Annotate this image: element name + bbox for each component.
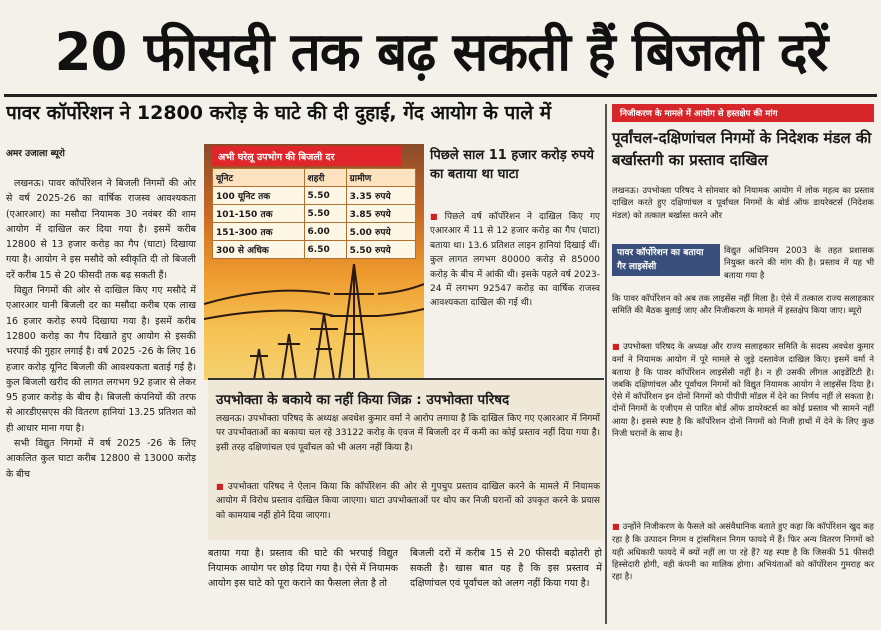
- page-headline: 20 फीसदी तक बढ़ सकती हैं बिजली दरें: [54, 21, 828, 83]
- consumer-dues-headline: उपभोक्ता के बकाये का नहीं किया जिक्र : उपभोक्ता परिषद: [216, 392, 510, 408]
- tariff-cell: 300 से अधिक: [213, 241, 305, 259]
- sub-headline: पावर कॉर्पोरेशन ने 12800 करोड़ के घाटे की दी दुहाई, गेंद आयोग के पाले में: [6, 102, 552, 124]
- board-dismissal-para-1: लखनऊ। उपभोक्ता परिषद ने सोमवार को नियामक आयोग में लोक महत्व का प्रस्ताव दाखिल करते हुए दक्षिणांचल व पूर्वांचल निगमों के बोर्ड ऑफ डायरेक्टर्स (निदेशक मंडल) को तत्काल बर्खास्त करने और: [612, 185, 874, 220]
- square-bullet-icon: ■: [430, 212, 442, 221]
- consumer-dues-bullet-text: उपभोक्ता परिषद ने ऐलान किया कि कॉर्पोरेशन की ओर से गुपचुप प्रस्ताव दाखिल करने के मामले में नियामक आयोग में विरोध प्रस्ताव दाखिल किया जाएगा। घाटा उपभोक्ताओं पर थोप कर निजी घरानों को उपकृत करने के प्रयास को कामयाब नहीं होने दिया जाएगा।: [216, 482, 600, 521]
- table-row: [213, 187, 416, 205]
- last-year-loss-headline: पिछले साल 11 हजार करोड़ रुपये का बताया था घाटा: [430, 148, 594, 182]
- tariff-col-header: ग्रामीण: [346, 169, 415, 187]
- tariff-cell: 151-300 तक: [213, 223, 305, 241]
- board-dismissal-bullet-2-text: उन्होंने निजीकरण के फैसले को असंवैधानिक बताते हुए कहा कि कॉर्पोरेशन खुद कह रहा है कि उत्पादन निगम व ट्रांसमिशन निगम फायदे में हैं। फिर अन्य वितरण निगमों को यही अधिकारी फायदे में क्यों नहीं ला पा रहे हैं? यह स्पष्ट है कि जिसकी 51 फीसदी हिस्सेदारी होगी, वही कंपनी का मालिक होगा। अभियंताओं को कॉर्पोरेशन गुमराह कर रहा है।: [612, 521, 874, 582]
- tariff-table-title: अभी घरेलू उपभोग की बिजली दर: [212, 146, 402, 166]
- tariff-table: [212, 168, 416, 259]
- main-story-para-3: सभी विद्युत निगमों में वर्ष 2025 -26 के लिए आकलित कुल घाटा करीब 12800 से 13000 करोड़ के बीच: [6, 438, 196, 480]
- tariff-cell: 6.50: [304, 241, 346, 259]
- tariff-cell: 3.85 रुपये: [346, 205, 415, 223]
- main-story-para-2: विद्युत निगमों की ओर से दाखिल किए गए मसौदे में एआरआर यानी बिजली दर का मसौदा करीब एक लाख 16 हजार करोड़ रुपये दिखाया गया है। इसमें करीब 12800 करोड़ का गैप दिखाते हुए आयोग से इसकी भरपाई की गुहार लगाई है। वर्ष 2025 -26 के लिए 16 हजार करोड़ यूनिट बिजली की आवश्यकता बताई गई है। कुल बिजली खरीद की लागत लगभग 92 हजार से लेकर 95 हजार करोड़ के बीच है। बिजली कंपनियों की तरफ से आरडीएसएस की वितरण हानियां 13.25 प्रतिशत को ही आधार माना गया है।: [6, 285, 196, 434]
- board-dismissal-bullet-2: [612, 520, 874, 582]
- board-dismissal-bullet-1-text: उपभोक्ता परिषद के अध्यक्ष और राज्य सलाहकार समिति के सदस्य अवधेश कुमार वर्मा ने नियामक आयोग में पूरे मामले से जुड़े दस्तावेज दाखिल किए। इसमें वर्मा ने बताया है कि पावर कॉर्पोरेशन लाइसेंसी नहीं है। न ही उसकी लीगल आइडेंटिटी है। जबकि दक्षिणांचल और पूर्वांचल निगमों को विद्युत नियामक आयोग ने लाइसेंस दिया है। ऐसे में कॉर्पोरेशन इन दोनों निगमों को पीपीपी मॉडल में देने का निर्णय नहीं ले सकता है। दोनों निगमों के एजीएम से पारित बोर्ड ऑफ डायरेक्टर्स का कोई प्रस्ताव भी सामने नहीं आया है। इससे स्पष्ट है कि कॉर्पोरेशन दोनों निगमों को निजी हाथों में देने के लिए कुछ निजी घरानों के साथ है।: [612, 341, 874, 439]
- privatization-tag: निजीकरण के मामले में आयोग से हस्तक्षेप की मांग: [612, 104, 874, 122]
- tariff-cell: 5.50: [304, 205, 346, 223]
- consumer-dues-bullet: [216, 480, 600, 523]
- tariff-cell: 101-150 तक: [213, 205, 305, 223]
- square-bullet-icon: ■: [612, 342, 621, 351]
- tariff-cell: 100 यूनिट तक: [213, 187, 305, 205]
- board-dismissal-headline: पूर्वांचल-दक्षिणांचल निगमों के निदेशक मंडल की बर्खास्तगी का प्रस्ताव दाखिल: [612, 129, 872, 169]
- main-story-para-1: लखनऊ। पावर कॉर्पोरेशन ने बिजली निगमों की ओर से वर्ष 2025-26 का वार्षिक राजस्व आवश्यकता (एआरआर) का मसौदा नियामक 30 नवंबर की शाम आयोग में दाखिल कर दिया गया है। इसमें करीब 12800 से 13 हजार करोड़ का गैप (घाटा) दिखाया गया है। आयोग ने इस मसौदे को स्वीकृति दी तो बिजली दरें करीब 15 से 20 फीसदी तक बढ़ सकती हैं।: [6, 178, 196, 281]
- table-row: [213, 241, 416, 259]
- last-year-loss-body: [430, 210, 600, 311]
- tariff-col-header: शहरी: [304, 169, 346, 187]
- table-row: [213, 205, 416, 223]
- byline: अमर उजाला ब्यूरो: [6, 149, 65, 159]
- main-story-column: [6, 176, 196, 624]
- tariff-cell: 5.50 रुपये: [346, 241, 415, 259]
- tariff-cell: 5.00 रुपये: [346, 223, 415, 241]
- tariff-col-header: यूनिट: [213, 169, 305, 187]
- tariff-cell: 3.35 रुपये: [346, 187, 415, 205]
- tariff-cell: 5.50: [304, 187, 346, 205]
- column-divider: [605, 104, 607, 624]
- square-bullet-icon: ■: [216, 482, 225, 491]
- headline-divider: [4, 94, 877, 97]
- tariff-header-row: [213, 169, 416, 187]
- tariff-cell: 6.00: [304, 223, 346, 241]
- unlicensed-callout: पावर कॉर्पोरेशन का बताया गैर लाइसेंसी: [612, 244, 720, 276]
- board-dismissal-para-2: विद्युत अधिनियम 2003 के तहत प्रशासक नियुक्त करने की मांग की है। प्रस्ताव में यह भी बताया गया है: [724, 245, 874, 280]
- main-story-continuation-2: बिजली दरों में करीब 15 से 20 फीसदी बढ़ोतरी हो सकती है। खास बात यह है कि इस प्रस्ताव में दक्षिणांचल एवं पूर्वांचल को अलग नहीं किया गया है।: [410, 548, 602, 589]
- square-bullet-icon: ■: [612, 522, 620, 531]
- last-year-loss-text: पिछले वर्ष कॉर्पोरेशन ने दाखिल किए गए एआरआर में 11 से 12 हजार करोड़ का गैप (घाटा) बताया था। 13.6 प्रतिशत लाइन हानियां दिखाई थीं। कुल लागत लगभग 80000 करोड़ से 85000 करोड़ के बीच में आंकी थी। इसके पहले वर्ष 2023-24 में लगभग 92547 करोड़ का वार्षिक राजस्व आवश्यकता दाखिल की गई थी।: [430, 212, 600, 309]
- main-story-continuation-1: बताया गया है। प्रस्ताव की घाटे की भरपाई विद्युत नियामक आयोग पर छोड़ दिया गया है। ऐसे में नियामक आयोग इस घाटे को पूरा कराने का फैसला लेता है तो: [208, 548, 398, 589]
- consumer-dues-body: लखनऊ। उपभोक्ता परिषद के अध्यक्ष अवधेश कुमार वर्मा ने आरोप लगाया है कि दाखिल किए गए एआरआर में निगमों पर उपभोक्ताओं का बकाया चल रहे 33122 करोड़ के एवज में बिजली दर में कमी का कोई प्रस्ताव नहीं दिया गया है। इसी तरह दक्षिणांचल एवं पूर्वांचल को भी अलग नहीं किया है।: [216, 414, 600, 453]
- table-row: [213, 223, 416, 241]
- board-dismissal-bullet-1: [612, 340, 874, 439]
- board-dismissal-para-3: कि पावर कॉर्पोरेशन को अब तक लाइसेंस नहीं मिला है। ऐसे में तत्काल राज्य सलाहकार समिति की बैठक बुलाई जाए और निजीकरण के मामले में हस्तक्षेप किया जाए। ब्यूरो: [612, 293, 874, 316]
